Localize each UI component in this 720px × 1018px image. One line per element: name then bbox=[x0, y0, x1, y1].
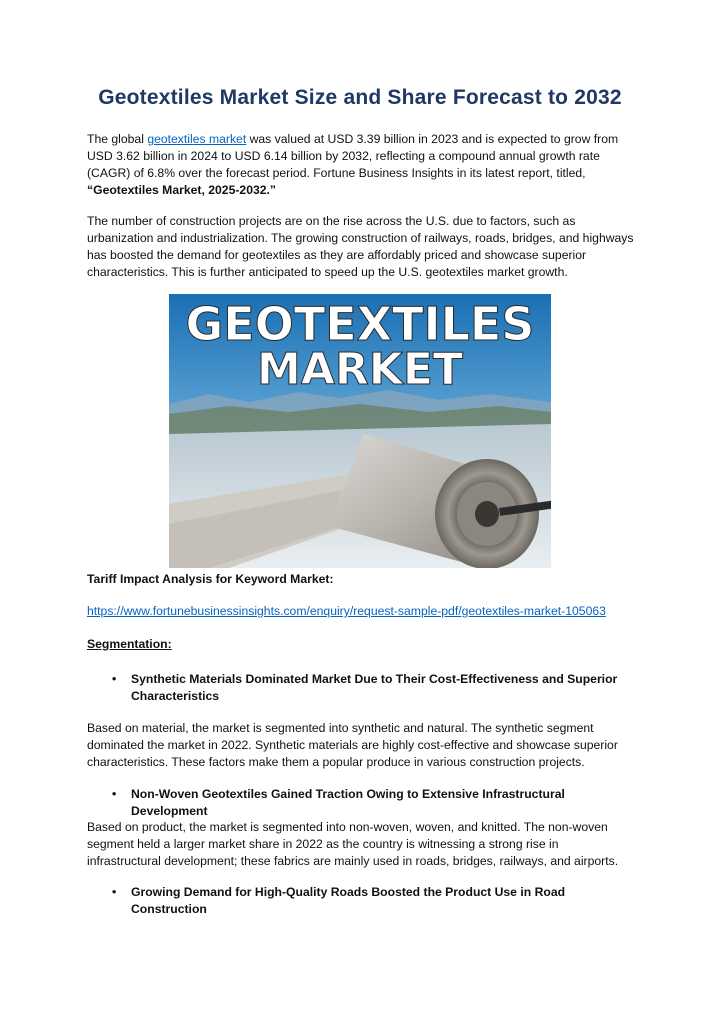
bullet-dot: • bbox=[112, 672, 117, 686]
bullet-dot: • bbox=[112, 885, 117, 899]
construction-paragraph: The number of construction projects are on the rise across the U.S. due to factors, such as urbanization and industrialization. The growing construction of railways, roads, bridges, and highways has boosted the demand for geotextiles as they are affordably priced and showcase superior characteristics. This is further anticipated to speed up the U.S. geotextiles market growth. bbox=[87, 214, 634, 279]
hero-title-line1: GEOTEXTILES bbox=[185, 297, 535, 351]
report-title: “Geotextiles Market, 2025-2032.” bbox=[87, 183, 277, 197]
bullet-dot: • bbox=[112, 787, 117, 801]
material-paragraph: Based on material, the market is segmented into synthetic and natural. The synthetic segment dominated the market in 2022. Synthetic materials are highly cost-effective and showcase superior characteristics. These factors make them a popular produce in various construction projects. bbox=[87, 721, 618, 769]
intro-prefix: The global bbox=[87, 132, 148, 146]
bullet-title: Synthetic Materials Dominated Market Due to Their Cost-Effectiveness and Superior Characteristics bbox=[131, 672, 618, 703]
page-title: Geotextiles Market Size and Share Forecast to 2032 bbox=[98, 86, 622, 109]
intro-body: was valued at USD 3.39 billion in 2023 and is expected to grow from USD 3.62 billion in 2024 to USD 6.14 billion by 2032, reflecting a compound annual growth rate (CAGR) of 6.8% over the forecast period. Fortune Business Insights in its latest report, titled, bbox=[87, 132, 619, 180]
tariff-heading: Tariff Impact Analysis for Keyword Market: bbox=[87, 572, 334, 586]
sample-link-line bbox=[87, 604, 606, 618]
intro-paragraph bbox=[87, 131, 635, 199]
geotextiles-market-link[interactable]: geotextiles market bbox=[147, 132, 247, 146]
hero-image bbox=[169, 294, 551, 568]
product-paragraph: Based on product, the market is segmented into non-woven, woven, and knitted. The non-woven segment held a larger market share in 2022 as the country is witnessing a strong rise in infrastructural development; these fabrics are mainly used in roads, bridges, railways, and airports. bbox=[87, 820, 619, 868]
bullet-title: Non-Woven Geotextiles Gained Traction Owing to Extensive Infrastructural Development bbox=[131, 787, 565, 818]
sample-pdf-link[interactable]: https://www.fortunebusinessinsights.com/enquiry/request-sample-pdf/geotextiles-market-105063 bbox=[87, 604, 606, 618]
segmentation-heading: Segmentation: bbox=[87, 637, 172, 651]
hero-title-line2: MARKET bbox=[257, 344, 463, 395]
bullet-title: Growing Demand for High-Quality Roads Boosted the Product Use in Road Construction bbox=[131, 885, 566, 916]
